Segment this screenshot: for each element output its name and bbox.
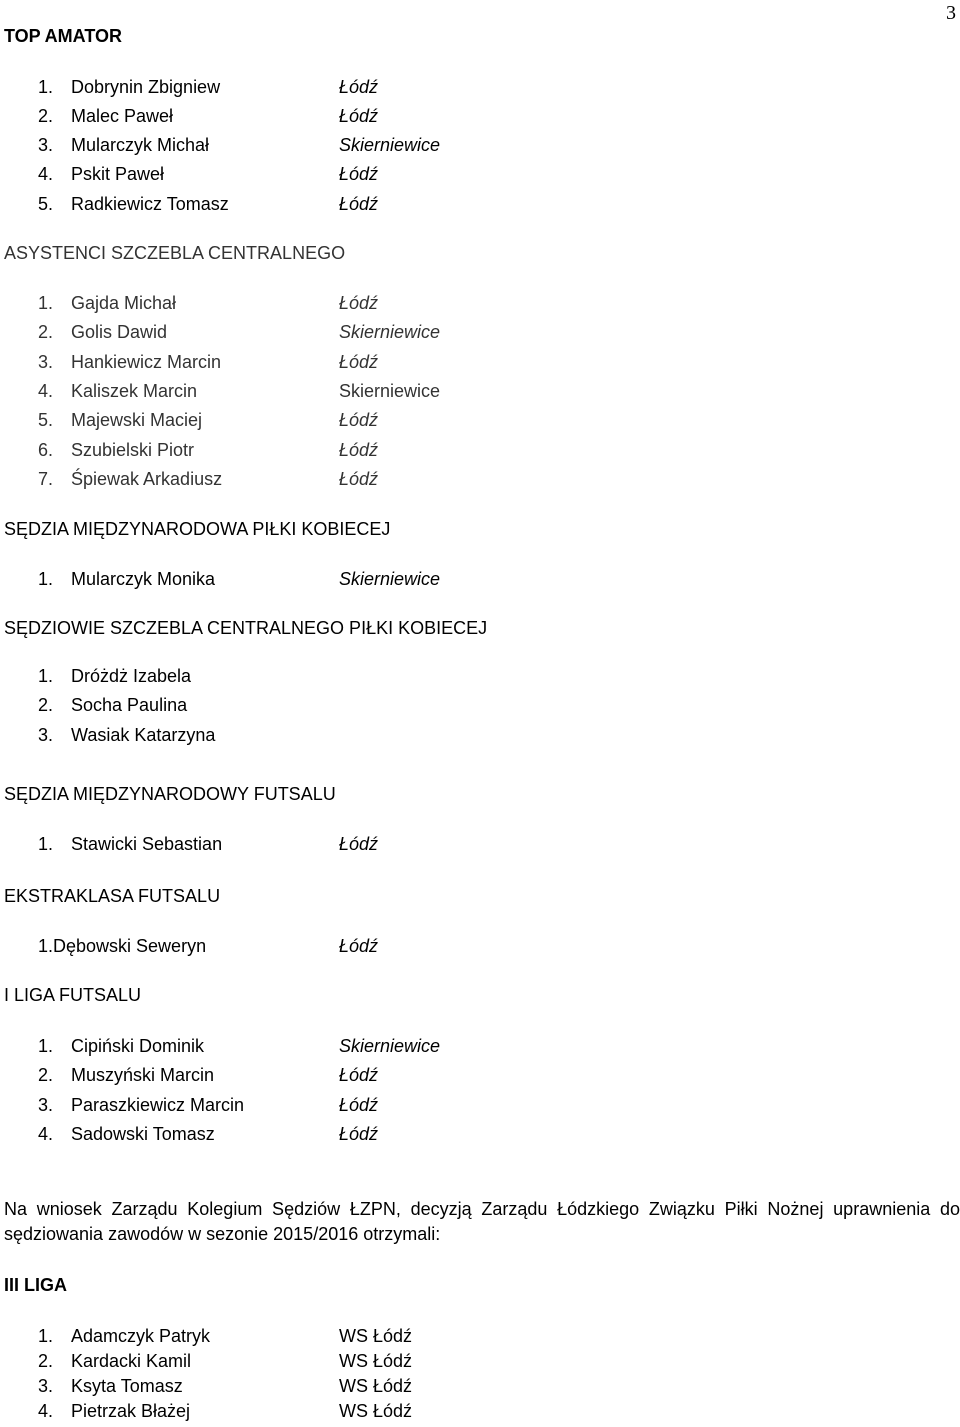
section-title-centralnego-kobiecej: SĘDZIOWIE SZCZEBLA CENTRALNEGO PIŁKI KOBIECEJ xyxy=(4,618,488,638)
section-title-asystenci: ASYSTENCI SZCZEBLA CENTRALNEGO xyxy=(4,243,346,263)
section-title-iii-liga: III LIGA xyxy=(4,1275,67,1295)
page-number: 3 xyxy=(946,2,956,24)
section-title-top-amator: TOP AMATOR xyxy=(4,26,123,46)
decision-paragraph: Na wniosek Zarządu Kolegium Sędziów ŁZPN, decyzją Zarządu Łódzkiego Związku Piłki Nożnej uprawnienia do sędziowania zawodów w sezonie 2015/2016 otrzymali: xyxy=(4,1199,960,1244)
section-title-ekstraklasa-futsalu: EKSTRAKLASA FUTSALU xyxy=(4,886,221,906)
section-title-miedzynarodowy-futsalu: SĘDZIA MIĘDZYNARODOWY FUTSALU xyxy=(4,784,336,804)
section-title-i-liga-futsalu: I LIGA FUTSALU xyxy=(4,985,142,1005)
section-title-miedzynarodowa-kobiecej: SĘDZIA MIĘDZYNARODOWA PIŁKI KOBIECEJ xyxy=(4,519,391,539)
